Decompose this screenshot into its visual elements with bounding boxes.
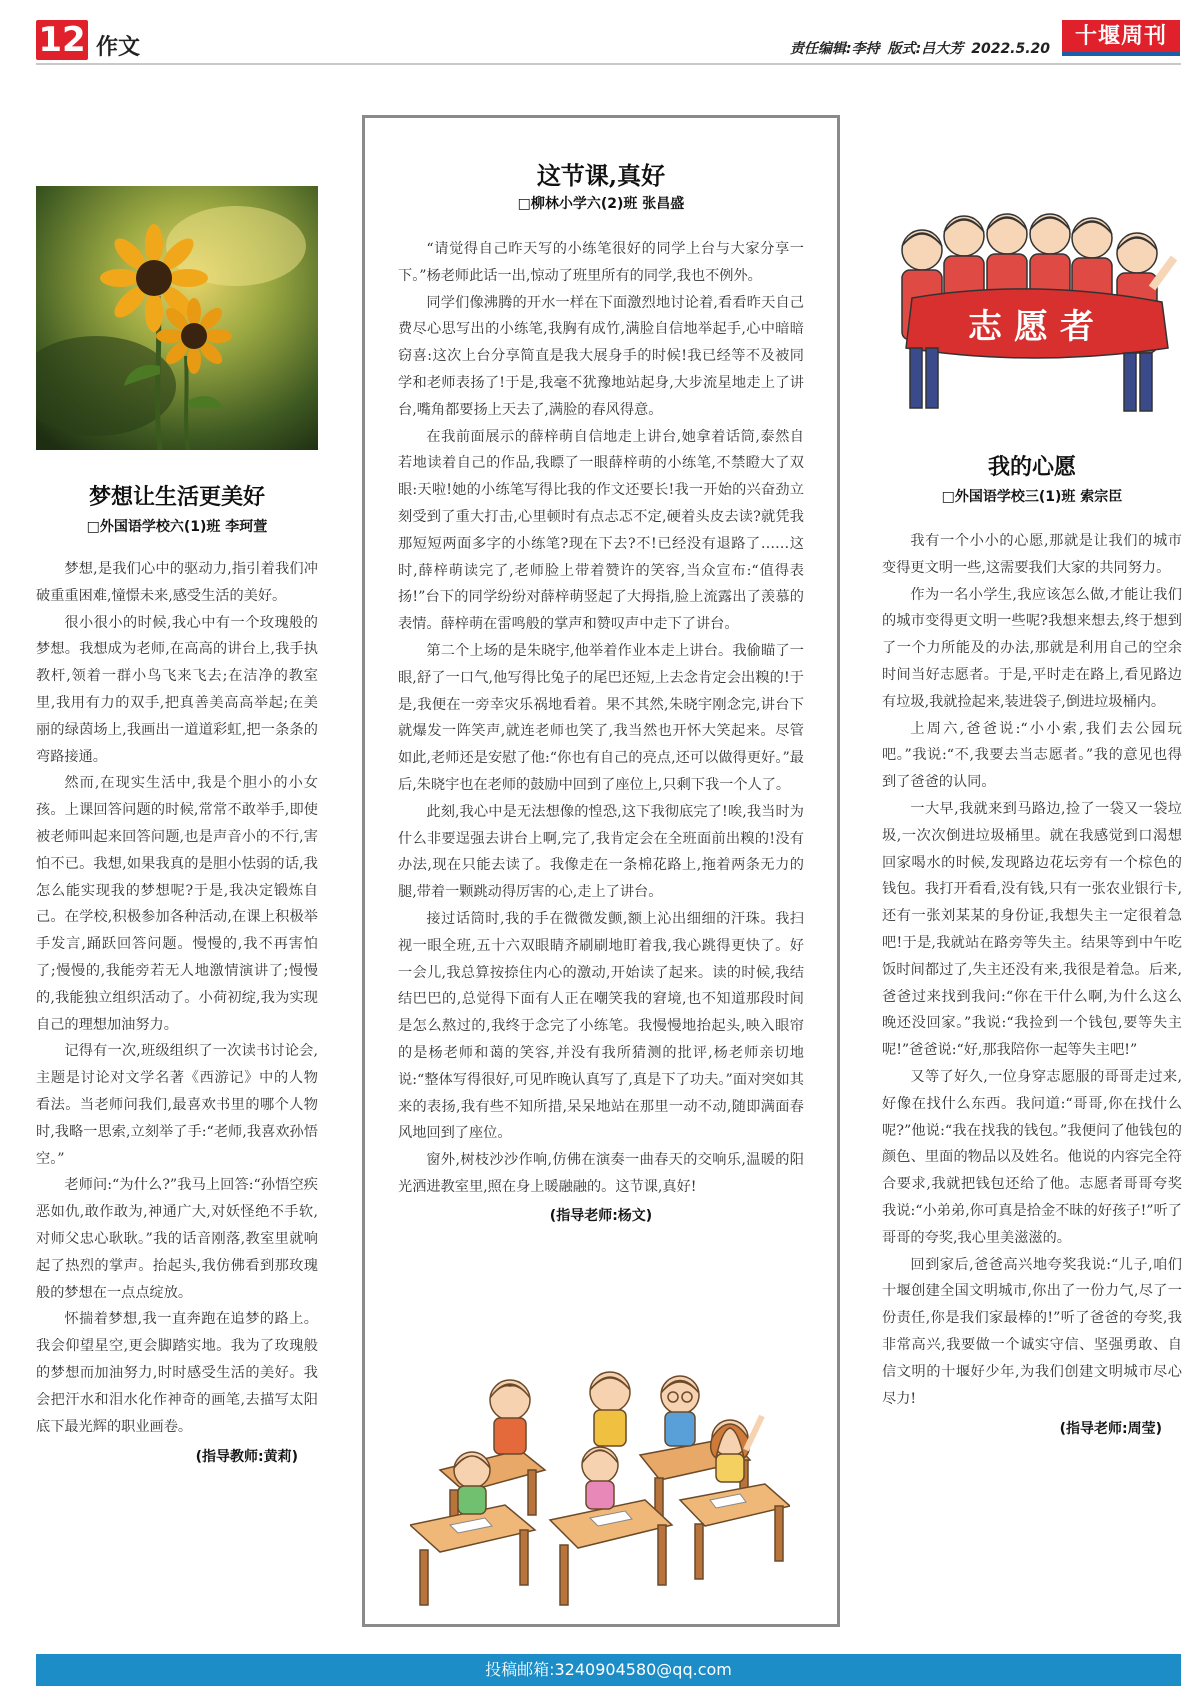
- paragraph: 同学们像沸腾的开水一样在下面激烈地讨论着,看看昨天自己费尽心思写出的小练笔,我胸有成竹,满脸自信地举起手,心中暗暗窃喜:这次上台分享简直是我大展身手的时候!我已经等不及被同学和老师表扬了!于是,我毫不犹豫地站起身,大步流星地走上了讲台,嘴角都要扬上天去了,满脸的春风得意。: [398, 294, 804, 418]
- center-article-body: [398, 236, 804, 1229]
- paragraph: 上周六,爸爸说:“小小索,我们去公园玩吧。”我说:“不,我要去当志愿者。”我的意见也得到了爸爸的认同。: [882, 720, 1182, 791]
- volunteer-illustration: [882, 198, 1182, 426]
- right-article-byline: □外国语学校三(1)班 索宗臣: [941, 489, 1123, 505]
- editor-credit: 责任编辑:李持: [790, 41, 880, 57]
- paragraph: 第二个上场的是朱晓宇,他举着作业本走上讲台。我偷瞄了一眼,舒了一口气,他写得比兔子的尾巴还短,上去念肯定会出糗的!于是,我便在一旁幸灾乐祸地看着。果不其然,朱晓宇刚念完,讲台下就爆发一阵笑声,就连老师也笑了,我当然也开怀大笑起来。尽管如此,老师还是安慰了他:“你也有自己的亮点,还可以做得更好。”最后,朱晓宇也在老师的鼓励中回到了座位上,只剩下我一个人了。: [398, 642, 804, 793]
- classroom-illustration: [410, 1320, 790, 1610]
- issue-date: 2022.5.20: [971, 41, 1051, 57]
- center-article-byline: □柳林小学六(2)班 张昌盛: [517, 196, 685, 212]
- sunflower-photo: [36, 186, 318, 450]
- left-article-body: [36, 556, 318, 1471]
- paragraph: 回到家后,爸爸高兴地夸奖我说:“儿子,咱们十堰创建全国文明城市,你出了一份力气,尽了一份责任,你是我们家最棒的!”听了爸爸的夸奖,我非常高兴,我要做一个诚实守信、坚强勇敢、自信文明的十堰好少年,为我们创建文明城市尽心尽力!: [882, 1256, 1182, 1407]
- paragraph: “请觉得自己昨天写的小练笔很好的同学上台与大家分享一下。”杨老师此话一出,惊动了班里所有的同学,我也不例外。: [398, 241, 804, 284]
- paragraph: 老师问:“为什么?”我马上回答:“孙悟空疾恶如仇,敢作敢为,神通广大,对妖怪绝不手软,对师父忠心耿耿。”我的话音刚落,教室里就响起了热烈的掌声。抬起头,我仿佛看到那玫瑰般的梦想在一点点绽放。: [36, 1177, 318, 1301]
- section-title: 作文: [96, 35, 141, 60]
- left-article-byline: □外国语学校六(1)班 李珂萱: [86, 519, 268, 535]
- paragraph: 在我前面展示的薛梓萌自信地走上讲台,她拿着话筒,泰然自若地读着自己的作品,我瞟了一眼薛梓萌的小练笔,不禁瞪大了双眼:天啦!她的小练笔写得比我的作文还要长!我一开始的兴奋劲立刻受到了重大打击,心里顿时有点忐忑不定,硬着头皮去读?就凭我那短短两面多字的小练笔?现在下去?不!已经没有退路了……这时,薛梓萌读完了,老师脸上带着赞许的笑容,当众宣布:“值得表扬!”台下的同学纷纷对薛梓萌竖起了大拇指,脸上流露出了羡慕的表情。薛梓萌在雷鸣般的掌声和赞叹声中走下了讲台。: [398, 428, 804, 633]
- right-article-body: [882, 528, 1182, 1443]
- left-article-title: 梦想让生活更美好: [88, 484, 265, 510]
- right-article-title: 我的心愿: [987, 454, 1076, 480]
- paragraph: 作为一名小学生,我应该怎么做,才能让我们的城市变得更文明一些呢?我想来想去,终于想到了一个力所能及的办法,那就是利用自己的空余时间当好志愿者。于是,平时走在路上,看见路边有垃圾,我就捡起来,装进袋子,倒进垃圾桶内。: [882, 586, 1182, 710]
- paragraph: 然而,在现实生活中,我是个胆小的小女孩。上课回答问题的时候,常常不敢举手,即使被老师叫起来回答问题,也是声音小的不行,害怕不已。我想,如果我真的是胆小怯弱的话,我怎么能实现我的梦想呢?于是,我决定锻炼自己。在学校,积极参加各种活动,在课上积极举手发言,踊跃回答问题。慢慢的,我不再害怕了;慢慢的,我能旁若无人地激情演讲了;慢慢的,我能独立组织活动了。小荷初绽,我为实现自己的理想加油努力。: [36, 775, 318, 1033]
- layout-credit: 版式:吕大芳: [887, 41, 964, 57]
- paragraph: 我有一个小小的心愿,那就是让我们的城市变得更文明一些,这需要我们大家的共同努力。: [882, 533, 1182, 576]
- paragraph: 窗外,树枝沙沙作响,仿佛在演奏一曲春天的交响乐,温暖的阳光洒进教室里,照在身上暖融融的。这节课,真好!: [398, 1152, 804, 1195]
- paragraph: 一大早,我就来到马路边,捡了一袋又一袋垃圾,一次次倒进垃圾桶里。就在我感觉到口渴想回家喝水的时候,发现路边花坛旁有一个棕色的钱包。我打开看看,没有钱,只有一张农业银行卡,还有一张刘某某的身份证,我想失主一定很着急吧!于是,我就站在路旁等失主。结果等到中午吃饭时间都过了,失主还没有来,我很是着急。后来,爸爸过来找到我问:“你在干什么啊,为什么这么晚还没回家。”我说:“我捡到一个钱包,要等失主呢!”爸爸说:“好,那我陪你一起等失主吧!”: [882, 800, 1182, 1059]
- contribution-email-bar: 投稿邮箱:3240904580@qq.com: [36, 1654, 1181, 1686]
- masthead-logo: 十堰周刊: [1062, 20, 1180, 52]
- paragraph: 怀揣着梦想,我一直奔跑在追梦的路上。我会仰望星空,更会脚踏实地。我为了玫瑰般的梦想而加油努力,时时感受生活的美好。我会把汗水和泪水化作神奇的画笔,去描写太阳底下最光辉的职业画卷。: [36, 1311, 318, 1435]
- paragraph: 梦想,是我们心中的驱动力,指引着我们冲破重重困难,憧憬未来,感受生活的美好。: [36, 561, 318, 604]
- right-article-signature: (指导老师:周莹): [1059, 1421, 1162, 1438]
- center-article-signature: (指导老师:杨文): [549, 1207, 653, 1224]
- page-number: 12: [36, 20, 88, 60]
- paragraph: 又等了好久,一位身穿志愿服的哥哥走过来,好像在找什么东西。我问道:“哥哥,你在找什么呢?”他说:“我在找我的钱包。”我便问了他钱包的颜色、里面的物品以及姓名。他说的内容完全符合要求,我就把钱包还给了他。志愿者哥哥夸奖我说:“小弟弟,你可真是拾金不昧的好孩子!”听了哥哥的夸奖,我心里美滋滋的。: [882, 1068, 1182, 1246]
- paragraph: 很小很小的时候,我心中有一个玫瑰般的梦想。我想成为老师,在高高的讲台上,我手执教杆,领着一群小鸟飞来飞去;在洁净的教室里,我用有力的双手,把真善美高高举起;在美丽的绿茵场上,我画出一道道彩虹,把一条条的弯路接通。: [36, 614, 318, 765]
- header-rule: [36, 63, 1181, 65]
- masthead-underline: [1062, 52, 1180, 56]
- credits: [790, 38, 1058, 58]
- paragraph: 此刻,我心中是无法想像的惶恐,这下我彻底完了!唉,我当时为什么非要逞强去讲台上啊,完了,我肯定会在全班面前出糗的!没有办法,现在只能去读了。我像走在一条棉花路上,拖着两条无力的腿,带着一颗跳动得厉害的心,走上了讲台。: [398, 803, 804, 901]
- paragraph: 记得有一次,班级组织了一次读书讨论会,主题是讨论对文学名著《西游记》中的人物看法。当老师问我们,最喜欢书里的哪个人物时,我略一思索,立刻举了手:“老师,我喜欢孙悟空。”: [36, 1043, 318, 1167]
- paragraph: 接过话筒时,我的手在微微发颤,额上沁出细细的汗珠。我扫视一眼全班,五十六双眼睛齐刷刷地盯着我,我心跳得更快了。好一会儿,我总算按捺住内心的激动,开始读了起来。读的时候,我结结巴巴的,总觉得下面有人正在嘲笑我的窘境,也不知道那段时间是怎么熬过的,我终于念完了小练笔。我慢慢地抬起头,映入眼帘的是杨老师和蔼的笑容,并没有我所猜测的批评,杨老师亲切地说:“整体写得很好,可见昨晚认真写了,真是下了功夫。”面对突如其来的表扬,我有些不知所措,呆呆地站在那里一动不动,随即满面春风地回到了座位。: [398, 910, 804, 1142]
- left-article-signature: (指导教师:黄莉): [195, 1449, 298, 1466]
- center-article-title: 这节课,真好: [536, 161, 666, 190]
- banner-text: 志愿者: [968, 307, 1106, 347]
